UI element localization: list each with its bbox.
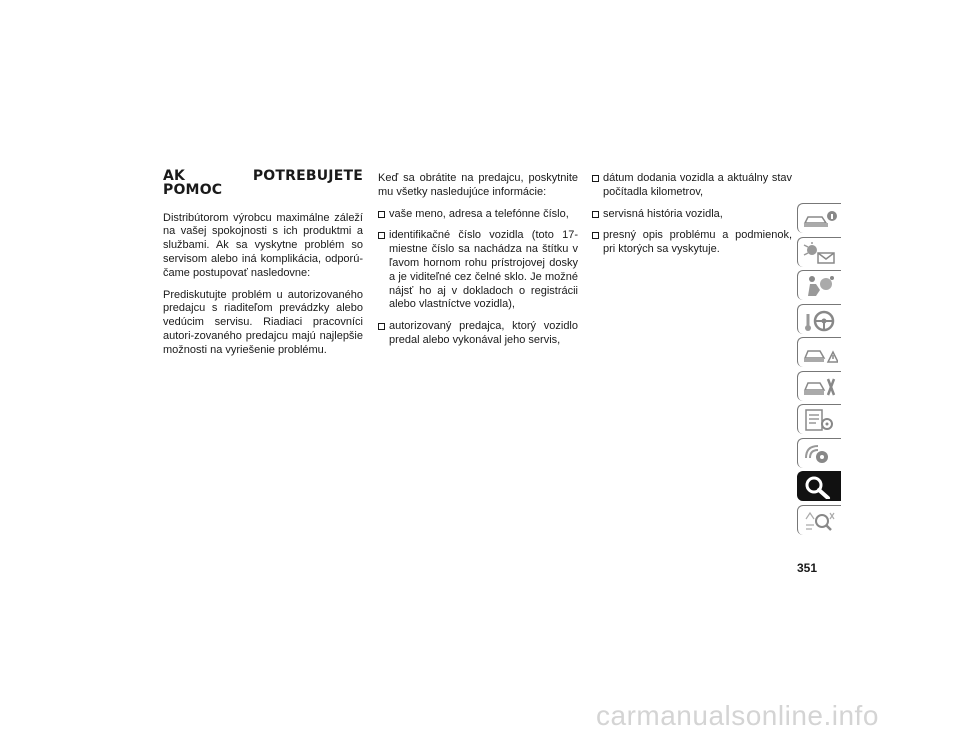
tab-index[interactable]	[797, 505, 841, 535]
section-heading: AK POTREBUJETE POMOC	[163, 168, 363, 198]
steering-wheel-icon	[802, 308, 838, 332]
paragraph: Prediskutujte problém u autorizovaného predajcu s riaditeľom prevádzky alebo vedúcim servisu. Riadiaci pracovníci autori-zovaného predajcu majú najlepšie možnosti na vyriešenie problému.	[163, 288, 363, 356]
watermark: carmanualsonline.info	[596, 700, 879, 731]
tab-multimedia[interactable]	[797, 438, 841, 468]
tab-steering-wheel[interactable]	[797, 304, 841, 334]
checkbox-bullet-icon	[378, 323, 385, 330]
checkbox-bullet-icon	[592, 211, 599, 218]
checkbox-bullet-icon	[592, 232, 599, 239]
list-item: servisná história vozidla,	[592, 208, 792, 222]
tab-car-tools[interactable]	[797, 371, 841, 401]
index-icon	[802, 509, 838, 533]
tab-car-info[interactable]	[797, 203, 841, 233]
paragraph: Distribútorom výrobcu maximálne záleží na vašej spokojnosti s ich produktmi a službami. Ak sa vyskytne problém so servisom alebo iná komplikácia, odporú-čame postupovať nasledovne:	[163, 211, 363, 279]
car-tools-icon	[802, 375, 838, 399]
column-3	[592, 172, 792, 265]
car-warning-icon	[802, 341, 838, 365]
tab-lights-envelope[interactable]	[797, 237, 841, 267]
passenger-airbag-icon	[802, 274, 838, 298]
tab-checklist-gear[interactable]	[797, 404, 841, 434]
tab-passenger-airbag[interactable]	[797, 270, 841, 300]
multimedia-icon	[802, 442, 838, 466]
page-number: 351	[797, 561, 818, 575]
column-2	[378, 172, 578, 356]
list-item: autorizovaný predajca, ktorý vozidlo predal alebo vykonával jeho servis,	[378, 320, 578, 348]
intro-paragraph: Keď sa obrátite na predajcu, poskytnite mu všetky nasledujúce informácie:	[378, 172, 578, 198]
lights-envelope-icon	[802, 241, 838, 265]
checkbox-bullet-icon	[378, 232, 385, 239]
tab-search[interactable]	[797, 471, 841, 501]
checkbox-bullet-icon	[378, 211, 385, 218]
checkbox-bullet-icon	[592, 175, 599, 182]
column-1	[163, 170, 363, 366]
checklist-gear-icon	[802, 408, 838, 432]
list-item: presný opis problému a podmienok, pri ktorých sa vyskytuje.	[592, 229, 792, 257]
chapter-tabs	[797, 203, 841, 538]
car-info-icon	[802, 207, 838, 231]
magnifier-icon	[802, 475, 838, 499]
tab-car-warning[interactable]	[797, 337, 841, 367]
list-item: identifikačné číslo vozidla (toto 17-miestne číslo sa nachádza na štítku v ľavom hornom rohu prístrojovej dosky a je viditeľné cez čelné sklo. Je možné nájsť ho aj v dokladoch o registrácii alebo vlastníctve vozidla),	[378, 229, 578, 312]
list-item: dátum dodania vozidla a aktuálny stav počítadla kilometrov,	[592, 172, 792, 200]
list-item: vaše meno, adresa a telefónne číslo,	[378, 208, 578, 222]
